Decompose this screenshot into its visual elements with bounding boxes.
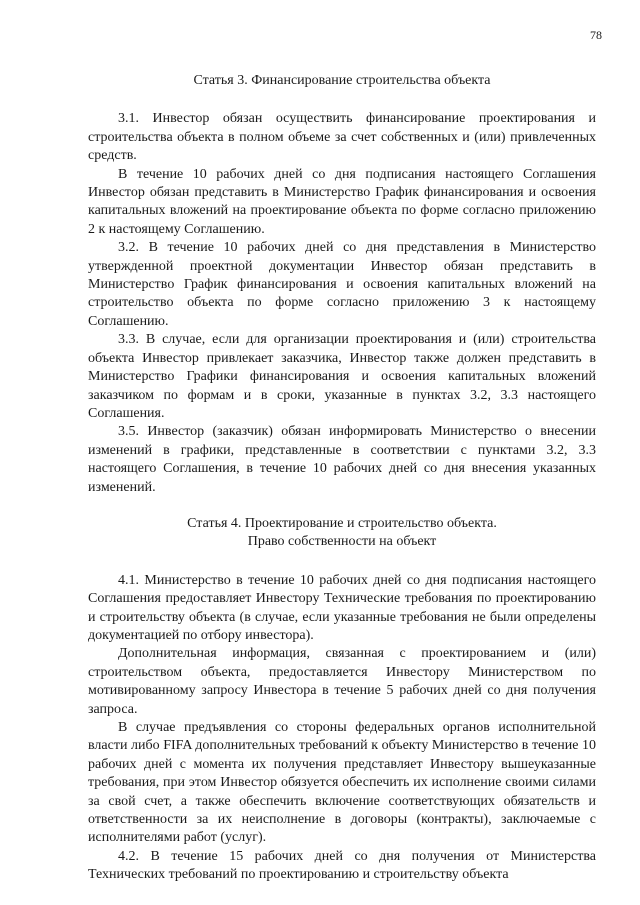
article-4-heading-line-1: Статья 4. Проектирование и строительство объекта. xyxy=(187,515,497,531)
paragraph-3-1-schedule: В течение 10 рабочих дней со дня подписания настоящего Соглашения Инвестор обязан представить в Министерство График финансирования и освоения капитальных вложений на проектирование объекта по форме согласно приложению 2 к настоящему Соглашению. xyxy=(88,166,596,237)
paragraph-3-5: 3.5. Инвестор (заказчик) обязан информировать Министерство о внесении изменений в графики, представленные в соответствии с пунктами 3.2, 3.3 настоящего Соглашения, в течение 10 рабочих дней со дня внесения указанных изменений. xyxy=(88,424,596,495)
paragraph-3-3: 3.3. В случае, если для организации проектирования и (или) строительства объекта Инвестор привлекает заказчика, Инвестор также должен представить в Министерство Графики финансирования и освоения капитальных вложений заказчиком по формам и в сроки, указанные в пунктах 3.2, 3.3 настоящего Соглашения. xyxy=(88,332,596,421)
article-3-heading: Статья 3. Финансирование строительства объекта xyxy=(193,73,491,88)
paragraph-3-2: 3.2. В течение 10 рабочих дней со дня представления в Министерство утвержденной проектной документации Инвестор обязан представить в Министерство График финансирования и освоения капитальных вложений на строительство объекта по форме согласно приложению 3 к настоящему Соглашению. xyxy=(88,240,596,329)
article-4-heading xyxy=(88,515,596,552)
paragraph-3-1: 3.1. Инвестор обязан осуществить финансирование проектирования и строительства объекта в полном объеме за счет собственных и (или) привлеченных средств. xyxy=(88,111,596,164)
paragraph-4-1-fifa-requirements: В случае предъявления со стороны федеральных органов исполнительной власти либо FIFA дополнительных требований к объекту Министерство в течение 10 рабочих дней с момента их получения представляет Инвестору вышеуказанные требования, при этом Инвестор обязуется обеспечить их исполнение своими силами за свой счет, а также обеспечить включение соответствующих обязательств и ответственности за их неисполнение в договоры (контракты), заключаемые с исполнителями работ (услуг). xyxy=(88,720,596,846)
page-number: 78 xyxy=(590,28,602,42)
paragraph-4-2: 4.2. В течение 15 рабочих дней со дня получения от Министерства Технических требований по проектированию и строительству объекта xyxy=(88,848,596,883)
article-4-heading-line-2: Право собственности на объект xyxy=(247,534,437,550)
paragraph-4-1: 4.1. Министерство в течение 10 рабочих дней со дня подписания настоящего Соглашения предоставляет Инвестору Технические требования по проектированию и строительству объекта (в случае, если указанные требования не были определены документацией по отбору инвестора). xyxy=(88,572,596,643)
paragraph-4-1-additional-info: Дополнительная информация, связанная с проектированием и (или) строительством объекта, предоставляется Инвестору Министерством по мотивированному запросу Инвестора в течение 5 рабочих дней со дня получения запроса. xyxy=(88,646,596,717)
document-body xyxy=(88,72,596,885)
